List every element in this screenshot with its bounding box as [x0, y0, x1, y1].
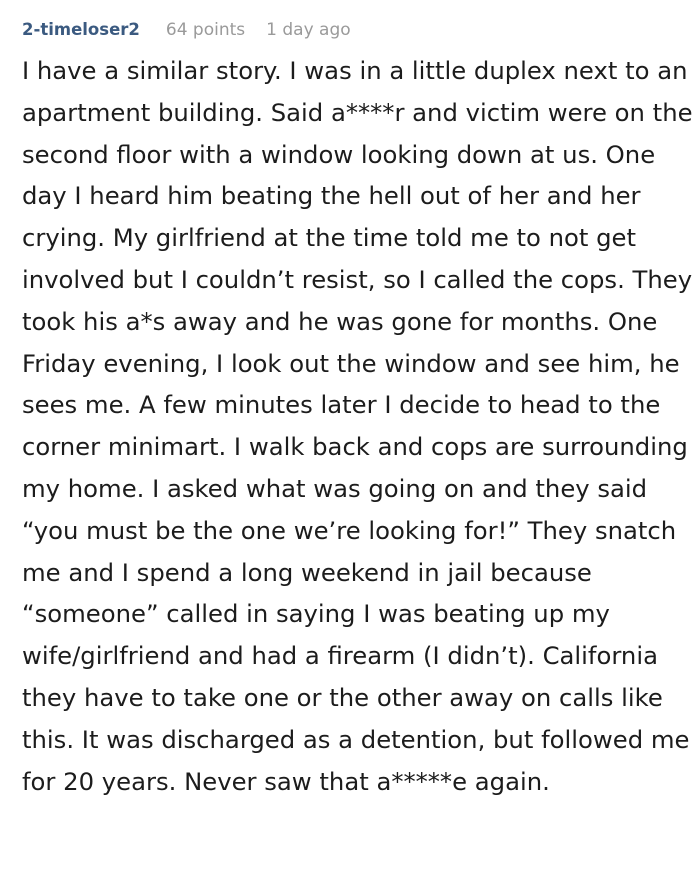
comment: [22, 16, 694, 802]
comment-points: 64 points: [165, 20, 246, 40]
comment-timestamp: 1 day ago: [266, 20, 351, 40]
comment-meta: [22, 16, 694, 44]
comment-body: I have a similar story. I was in a little duplex next to an apartment building. Said a****r and victim were on the second floor with a window looking down at us. One day I heard him beating the hell out of her and her crying. My girlfriend at the time told me to not get involved but I couldn’t resist, so I called the cops. They took his a*s away and he was gone for months. One Friday evening, I look out the window and see him, he sees me. A few minutes later I decide to head to the corner minimart. I walk back and cops are surrounding my home. I asked what was going on and they said “you must be the one we’re looking for!” They snatch me and I spend a long weekend in jail because “someone” called in saying I was beating up my wife/girlfriend and had a firearm (I didn’t). California they have to take one or the other away on calls like this. It was discharged as a detention, but followed me for 20 years. Never saw that a*****e again.: [22, 56, 693, 796]
comment-author-link[interactable]: 2-timeloser2: [22, 20, 140, 39]
